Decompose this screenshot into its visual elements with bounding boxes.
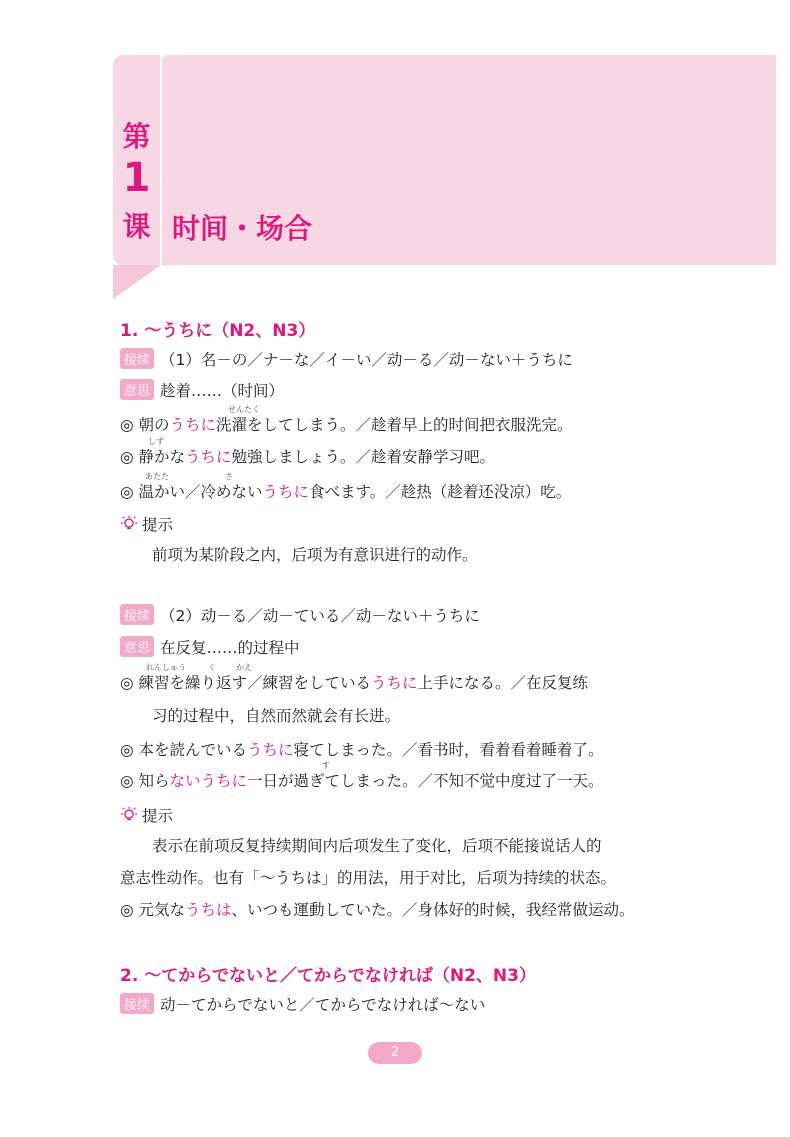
ruby-annotation: かえ xyxy=(236,663,252,672)
example-sentence: ◎ 温かい／冷めないうちに食べます。／趁热（趁着还没凉）吃。 xyxy=(120,483,572,501)
highlight: うちに xyxy=(246,741,294,759)
meaning-text: 趁着……（时间） xyxy=(160,382,285,400)
highlight: うちに xyxy=(184,448,232,466)
example-sentence: ◎ 知らないうちに一日が過ぎてしまった。／不知不觉中度过了一天。 xyxy=(120,772,604,790)
highlight: ないうちに xyxy=(169,772,247,790)
highlight: うちに xyxy=(370,674,418,692)
lesson-number: 1 xyxy=(122,155,151,201)
meaning-text: 在反复……的过程中 xyxy=(160,639,300,657)
example-sentence: ◎ 練習を繰り返す／練習をしているうちに上手になる。／在反复练 xyxy=(120,674,588,692)
ruby-annotation: く xyxy=(208,663,216,672)
connection-line-3 xyxy=(120,993,485,1015)
page-number: 2 xyxy=(368,1042,422,1064)
connection-tag: 接续 xyxy=(120,993,154,1014)
connection-text: （2）动－る／动－ている／动－ない＋うちに xyxy=(160,607,480,625)
highlight: うちに xyxy=(262,483,309,501)
tip-heading-2: 提示 xyxy=(120,804,173,826)
tip-heading-1: 提示 xyxy=(120,513,173,535)
tip-text: 表示在前项反复持续期间内后项发生了变化，后项不能接说话人的 xyxy=(152,837,602,855)
ruby-annotation: さ xyxy=(225,472,233,481)
ruby-annotation: しず xyxy=(148,437,164,446)
connection-text: （1）名－の／ナ－な／イ－い／动－る／动－ない＋うちに xyxy=(160,351,573,369)
lesson-label-di: 第 xyxy=(122,120,151,153)
highlight: うちは xyxy=(184,901,232,919)
highlight: うちに xyxy=(169,416,216,434)
meaning-tag: 意思 xyxy=(120,636,154,657)
meaning-line-1 xyxy=(120,379,284,401)
tip-text: 前项为某阶段之内，后项为有意识进行的动作。 xyxy=(152,546,478,564)
connection-tag: 接续 xyxy=(120,348,154,369)
example-sentence: ◎ 静かなうちに勉強しましょう。／趁着安静学习吧。 xyxy=(120,448,495,466)
example-sentence: ◎ 元気なうちは、いつも運動していた。／身体好的时候，我经常做运动。 xyxy=(120,901,635,919)
tip-text: 意志性动作。也有「～うちは」的用法，用于对比，后项为持续的状态。 xyxy=(120,869,617,887)
example-sentence: ◎ 本を読んでいるうちに寝てしまった。／看书时，看着看着睡着了。 xyxy=(120,741,604,759)
example-sentence: ◎ 朝のうちに洗濯をしてしまう。／趁着早上的时间把衣服洗完。 xyxy=(120,416,573,434)
lightbulb-icon xyxy=(120,806,138,824)
ruby-annotation: せんたく xyxy=(228,405,260,414)
connection-line-2 xyxy=(120,604,480,626)
section-title-2: 2. ～てからでないと／てからでなければ（N2、N3） xyxy=(120,966,536,986)
ruby-annotation: あたた xyxy=(145,472,169,481)
connection-text: 动－てからでないと／てからでなければ～ない xyxy=(160,996,486,1014)
lightbulb-icon xyxy=(120,515,138,533)
connection-tag: 接续 xyxy=(120,604,154,625)
lesson-label-ke: 课 xyxy=(122,210,151,243)
lesson-title: 时间・场合 xyxy=(172,212,313,245)
example-continuation: 习的过程中，自然而然就会有长进。 xyxy=(152,707,401,725)
header-corner-fold xyxy=(113,265,161,299)
meaning-tag: 意思 xyxy=(120,379,154,400)
ruby-annotation: す xyxy=(322,761,330,770)
meaning-line-2 xyxy=(120,636,300,658)
connection-line-1 xyxy=(120,348,573,370)
section-title-1: 1. ～うちに（N2、N3） xyxy=(120,321,316,341)
ruby-annotation: れんしゅう xyxy=(146,663,186,672)
